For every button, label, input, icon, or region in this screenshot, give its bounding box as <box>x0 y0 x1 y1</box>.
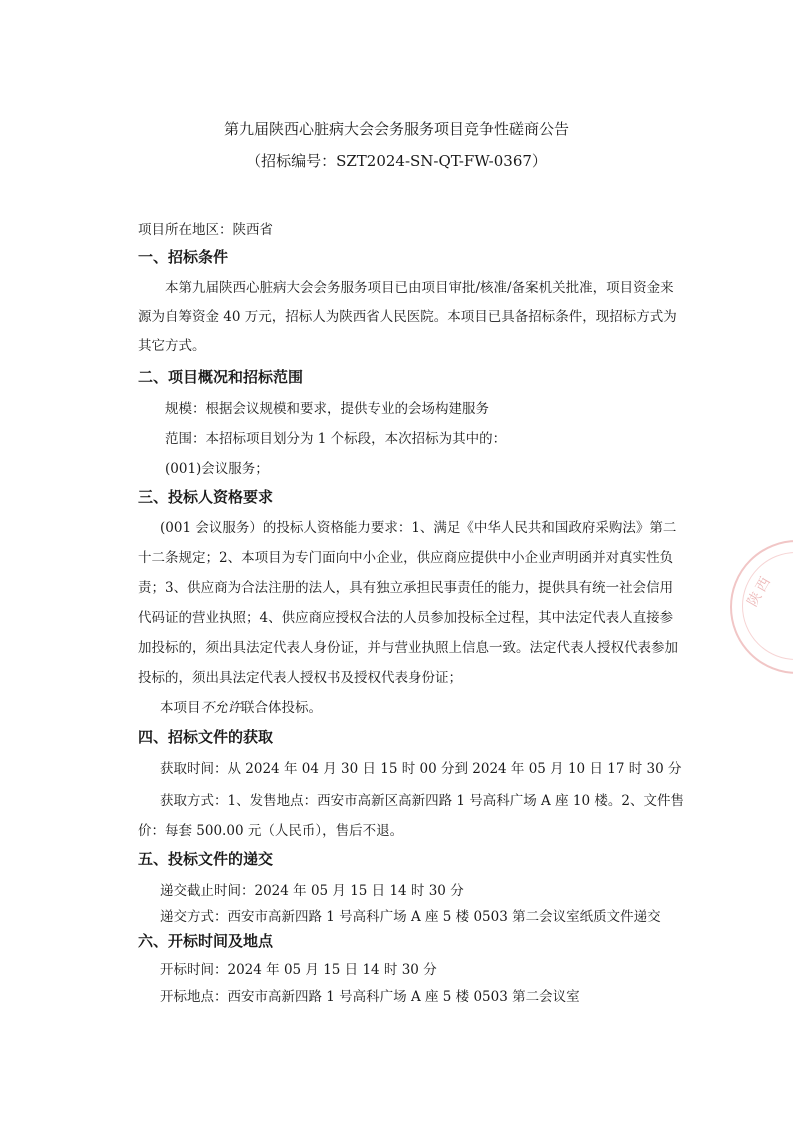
sec5-deadline: 递交截止时间：2024 年 05 月 15 日 14 时 30 分 <box>160 883 464 899</box>
sec1-line-2: 源为自筹资金 40 万元，招标人为陕西省人民医院。本项目已具备招标条件，现招标方式为 <box>138 309 677 325</box>
sec5-method: 递交方式：西安市高新四路 1 号高科广场 A 座 5 楼 0503 第二会议室纸质文件递交 <box>160 909 661 925</box>
sec3-line-2: 十二条规定；2、本项目为专门面向中小企业，供应商应提供中小企业声明函并对真实性负 <box>138 550 674 566</box>
joint-suffix: 联合体投标。 <box>241 700 322 716</box>
sec3-line-5: 加投标的，须出具法定代表人身份证，并与营业执照上信息一致。法定代表人授权代表参加 <box>138 640 678 656</box>
sec6-time: 开标时间：2024 年 05 月 15 日 14 时 30 分 <box>160 962 437 978</box>
joint-prefix: 本项目 <box>160 700 201 716</box>
document-title: 第九届陕西心脏病大会会务服务项目竞争性磋商公告 <box>223 120 569 138</box>
section-heading-6: 六、开标时间及地点 <box>138 932 274 950</box>
section-heading-2: 二、项目概况和招标范围 <box>138 368 304 386</box>
sec2-scope: 范围：本招标项目划分为 1 个标段，本次招标为其中的： <box>165 431 507 447</box>
sec2-lot: (001)会议服务； <box>165 461 269 477</box>
sec3-line-6: 投标的，须出具法定代表人授权书及授权代表身份证； <box>138 670 462 686</box>
section-heading-3: 三、投标人资格要求 <box>138 488 274 506</box>
stamp-text: 陕西 <box>744 572 776 610</box>
sec4-method-1: 获取方式：1、发售地点：西安市高新区高新四路 1 号高科广场 A 座 10 楼。2、文件售 <box>160 793 684 809</box>
section-heading-1: 一、招标条件 <box>138 248 229 266</box>
sec3-line-3: 责；3、供应商为合法注册的法人，具有独立承担民事责任的能力，提供具有统一社会信用 <box>138 580 674 596</box>
joint-emphasis: 不允许 <box>200 700 241 716</box>
sec1-line-1: 本第九届陕西心脏病大会会务服务项目已由项目审批/核准/备案机关批准，项目资金来 <box>165 280 674 296</box>
sec4-time: 获取时间：从 2024 年 04 月 30 日 15 时 00 分到 2024 年 05 月 10 日 17 时 30 分 <box>160 761 682 777</box>
document-code: （招标编号：SZT2024-SN-QT-FW-0367） <box>246 152 547 170</box>
sec2-scale: 规模：根据会议规模和要求，提供专业的会场构建服务 <box>165 401 489 417</box>
sec1-line-3: 其它方式。 <box>138 338 206 354</box>
sec6-place: 开标地点：西安市高新四路 1 号高科广场 A 座 5 楼 0503 第二会议室 <box>160 989 580 1005</box>
sec3-line-4: 代码证的营业执照；4、供应商应授权合法的人员参加投标全过程，其中法定代表人直接参 <box>138 610 674 626</box>
sec3-line-1: (001 会议服务）的投标人资格能力要求：1、满足《中华人民共和国政府采购法》第二 <box>160 520 677 536</box>
sec4-method-2: 价：每套 500.00 元（人民币），售后不退。 <box>138 823 404 839</box>
section-heading-4: 四、招标文件的获取 <box>138 728 274 746</box>
region-line: 项目所在地区：陕西省 <box>138 222 273 238</box>
sec3-joint-line <box>160 696 322 716</box>
section-heading-5: 五、投标文件的递交 <box>138 850 274 868</box>
